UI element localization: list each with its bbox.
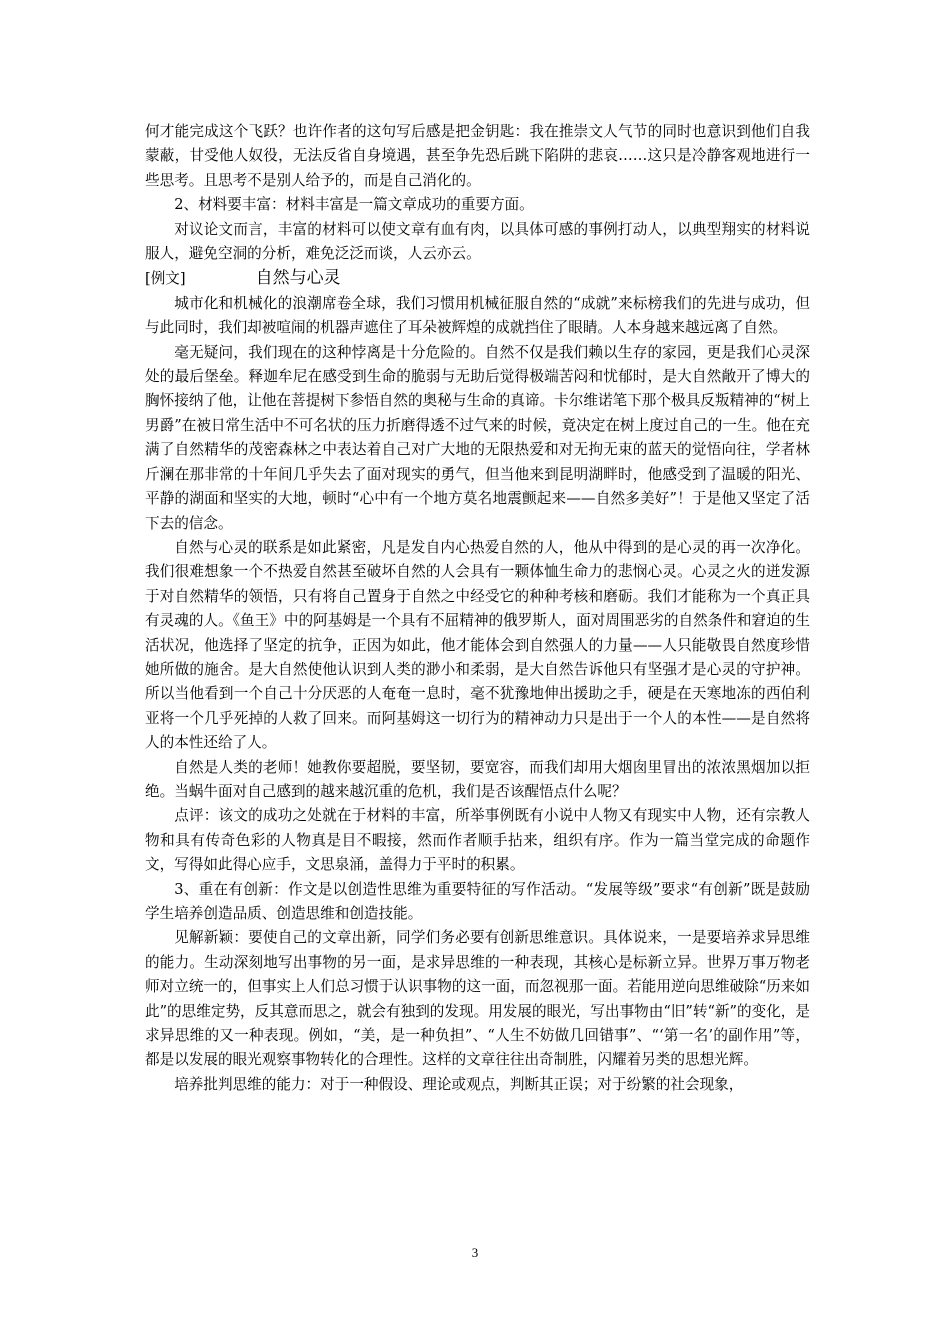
- paragraph: 3、重在有创新：作文是以创造性思维为重要特征的写作活动。“发展等级”要求“有创新”既是鼓励学生培养创造品质、创造思维和创造技能。: [145, 880, 810, 922]
- example-label: [例文]: [145, 270, 186, 288]
- document-body: [145, 120, 810, 1097]
- essay-paragraph: 毫无疑问，我们现在的这种悖离是十分危险的。自然不仅是我们赖以生存的家园，更是我们心灵深处的最后堡垒。释迦牟尼在感受到生命的脆弱与无助后觉得极端苦闷和忧郁时，是大自然敞开了博大的胸怀接纳了他，让他在菩提树下参悟自然的奥秘与生命的真谛。卡尔维诺笔下那个极具反叛精神的“树上男爵”在被日常生活中不可名状的压力折磨得透不过气来的时候，竟决定在树上度过自己的一生。他在充满了自然精华的茂密森林之中表达着自己对广大地的无限热爱和对无拘无束的蓝天的觉悟向往，学者林斤澜在那非常的十年间几乎失去了面对现实的勇气，但当他来到昆明湖畔时，他感受到了温暖的阳光、平静的湖面和坚实的大地，顿时“心中有一个地方莫名地震颤起来——自然多美好”！于是他又坚定了活下去的信念。: [145, 343, 810, 532]
- essay-paragraph: 自然与心灵的联系是如此紧密，凡是发自内心热爱自然的人，他从中得到的是心灵的再一次净化。我们很难想象一个不热爱自然甚至破坏自然的人会具有一颗体恤生命力的悲悯心灵。心灵之火的迸发源于对自然精华的领悟，只有将自己置身于自然之中经受它的种种考核和磨砺。我们才能称为一个真正具有灵魂的人。《鱼王》中的阿基姆是一个具有不屈精神的俄罗斯人，面对周围恶劣的自然条件和窘迫的生活状况，他选择了坚定的抗争，正因为如此，他才能体会到自然强人的力量——人只能敬畏自然度珍惜她所做的施舍。是大自然使他认识到人类的渺小和柔弱，是大自然告诉他只有坚强才是心灵的守护神。所以当他看到一个自己十分厌恶的人奄奄一息时，毫不犹豫地伸出援助之手，硬是在天寒地冻的西伯利亚将一个几乎死掉的人救了回来。而阿基姆这一切行为的精神动力只是出于一个人的本性——是自然将人的本性还给了人。: [145, 538, 810, 752]
- essay-paragraph: 城市化和机械化的浪潮席卷全球，我们习惯用机械征服自然的“成就”来标榜我们的先进与成功，但与此同时，我们却被喧闹的机器声遮住了耳朵被辉煌的成就挡住了眼睛。人本身越来越远离了自然。: [145, 294, 810, 337]
- example-title: 自然与心灵: [255, 268, 341, 289]
- commentary-paragraph: 点评：该文的成功之处就在于材料的丰富，所举事例既有小说中人物又有现实中人物，还有宗教人物和具有传奇色彩的人物真是目不暇接，然而作者顺手拈来，组织有序。作为一篇当堂完成的命题作文，写得如此得心应手，文思泉涌，盖得力于平时的积累。: [145, 807, 810, 874]
- example-heading: [145, 266, 810, 291]
- paragraph: 见解新颖：要使自己的文章出新，同学们务必要有创新思维意识。具体说来，一是要培养求异思维的能力。生动深刻地写出事物的另一面，是求异思维的一种表现，其核心是标新立异。世界万事万物老师对立统一的，但事实上人们总习惯于认识事物的这一面，而忽视那一面。若能用逆向思维破除“历来如此”的思维定势，反其意而思之，就会有独到的发现。用发展的眼光，写出事物由“旧”转“新”的变化，是求异思维的又一种表现。例如，“美，是一种负担”、“人生不妨做几回错事”、“‘第一名’的副作用”等，都是以发展的眼光观察事物转化的合理性。这样的文章往往出奇制胜，闪耀着另类的思想光辉。: [145, 929, 810, 1069]
- paragraph: 2、材料要丰富：材料丰富是一篇文章成功的重要方面。: [174, 196, 534, 214]
- page-number: 3: [471, 1245, 479, 1260]
- essay-paragraph: 自然是人类的老师！她教你要超脱，要坚韧，要宽容，而我们却用大烟囱里冒出的浓浓黑烟加以拒绝。当蜗牛面对自己感到的越来越沉重的危机，我们是否该醒悟点什么呢？: [145, 758, 810, 800]
- paragraph: 培养批判思维的能力：对于一种假设、理论或观点，判断其正误；对于纷繁的社会现象，: [174, 1075, 744, 1093]
- paragraph: 何才能完成这个飞跃？也许作者的这句写后感是把金钥匙：我在推崇文人气节的同时也意识到他们自我蒙蔽，甘受他人奴役，无法反省自身境遇，甚至争先恐后跳下陷阱的悲哀……这只是冷静客观地进行一些思考。且思考不是别人给予的，而是自己消化的。: [145, 123, 810, 189]
- paragraph: 对议论文而言，丰富的材料可以使文章有血有肉，以具体可感的事例打动人，以典型翔实的材料说服人，避免空洞的分析，难免泛泛而谈，人云亦云。: [145, 220, 810, 263]
